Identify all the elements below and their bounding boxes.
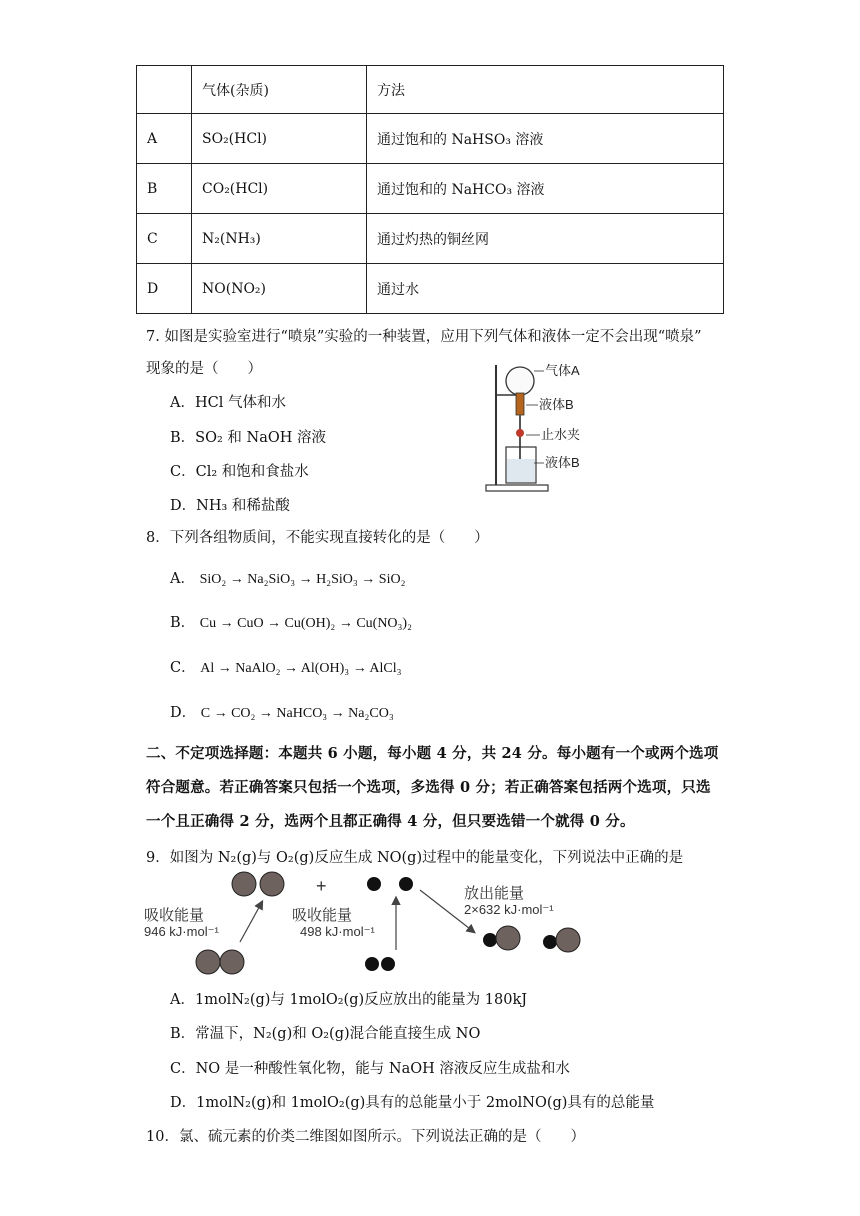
q9-option-b: B．常温下，N₂(g)和 O₂(g)混合能直接生成 NO [170,1026,481,1042]
row-method: 通过饱和的 NaHSO₃ 溶液 [367,114,724,164]
energy-change-diagram [140,868,600,980]
nitrogen-atom-icon [232,872,256,896]
q7-stem-line1: 7. 如图是实验室进行“喷泉”实验的一种装置，应用下列气体和液体一定不会出现“喷泉” [146,329,702,345]
q8-stem: 8．下列各组物质间，不能实现直接转化的是（ ） [146,530,489,546]
table-header-row [137,66,724,114]
no-molecule-icon [483,933,497,947]
oxygen-molecule-icon [381,957,395,971]
row-gas: NO(NO₂) [192,264,367,314]
absorb-energy-value-1: 946 kJ·mol⁻¹ [144,924,219,939]
conversion-chain: Al → NaAlO₂ → Al(OH)₃ → AlCl₃ [200,661,402,676]
absorb-energy-label-1: 吸收能量 [144,907,205,924]
section2-line2: 符合题意。若正确答案只包括一个选项，多选得 0 分；若正确答案包括两个选项，只选 [146,779,711,796]
row-label: A [137,114,192,164]
row-gas: N₂(NH₃) [192,214,367,264]
fountain-apparatus-diagram [484,355,604,493]
flask-icon [506,367,534,395]
liquid-b-label: 液体B [539,397,574,412]
q7-option-a: A．HCl 气体和水 [170,395,286,411]
oxygen-atom-icon [399,877,413,891]
q9-stem: 9．如图为 N₂(g)与 O₂(g)反应生成 NO(g)过程中的能量变化，下列说法中正确的是 [146,850,684,866]
no-molecule-icon [556,928,580,952]
beaker-liquid-label: 液体B [545,455,580,470]
release-energy-label: 放出能量 [464,885,525,902]
no-molecule-icon [543,935,557,949]
table-row [137,114,724,164]
nitrogen-molecule-icon [220,950,244,974]
table-row [137,164,724,214]
option-letter: C． [170,660,196,676]
section2-line1: 二、不定项选择题：本题共 6 小题，每小题 4 分，共 24 分。每小题有一个或两个选项 [146,745,719,762]
row-gas: SO₂(HCl) [192,114,367,164]
table-header-cell: 方法 [367,66,724,114]
row-method: 通过灼热的铜丝网 [367,214,724,264]
q7-stem-line2: 现象的是（ ） [146,361,262,377]
nitrogen-atom-icon [260,872,284,896]
q7-option-d: D．NH₃ 和稀盐酸 [170,498,290,514]
clamp-label: 止水夹 [541,427,581,442]
gas-a-label: 气体A [545,363,580,378]
nitrogen-molecule-icon [196,950,220,974]
release-energy-value: 2×632 kJ·mol⁻¹ [464,902,554,917]
q7-option-b: B．SO₂ 和 NaOH 溶液 [170,430,326,446]
row-label: B [137,164,192,214]
conversion-chain: C → CO₂ → NaHCO₃ → Na₂CO₃ [200,706,394,721]
q8-option-a [170,567,405,588]
table-header-cell [137,66,192,114]
row-method: 通过饱和的 NaHCO₃ 溶液 [367,164,724,214]
q9-option-a: A．1molN₂(g)与 1molO₂(g)反应放出的能量为 180kJ [170,992,528,1008]
oxygen-atom-icon [367,877,381,891]
row-label: D [137,264,192,314]
table-header-cell: 气体(杂质) [192,66,367,114]
table-row [137,214,724,264]
section2-line3: 一个且正确得 2 分，选两个且都正确得 4 分，但只要选错一个就得 0 分。 [146,813,635,830]
row-method: 通过水 [367,264,724,314]
q7-option-c: C．Cl₂ 和饱和食盐水 [170,464,309,480]
plus-sign: + [316,876,327,896]
q9-option-d: D．1molN₂(g)和 1molO₂(g)具有的总能量小于 2molNO(g)具有的总能量 [170,1095,655,1111]
option-letter: A． [170,571,195,587]
table-row [137,264,724,314]
conversion-chain: Cu → CuO → Cu(OH)₂ → Cu(NO₃)₂ [199,616,412,631]
oxygen-molecule-icon [365,957,379,971]
absorb-energy-label-2: 吸收能量 [292,907,353,924]
option-letter: B． [170,615,196,631]
option-letter: D． [170,705,197,721]
no-molecule-icon [496,926,520,950]
row-gas: CO₂(HCl) [192,164,367,214]
q9-option-c: C．NO 是一种酸性氧化物，能与 NaOH 溶液反应生成盐和水 [170,1061,570,1077]
q8-option-c [170,656,402,677]
gas-impurity-table [136,65,724,314]
q10-stem: 10．氯、硫元素的价类二维图如图所示。下列说法正确的是（ ） [146,1129,585,1145]
q8-option-d [170,701,394,722]
row-label: C [137,214,192,264]
q8-option-b [170,611,412,632]
conversion-chain: SiO₂ → Na₂SiO₃ → H₂SiO₃ → SiO₂ [199,572,406,587]
absorb-energy-value-2: 498 kJ·mol⁻¹ [300,924,375,939]
